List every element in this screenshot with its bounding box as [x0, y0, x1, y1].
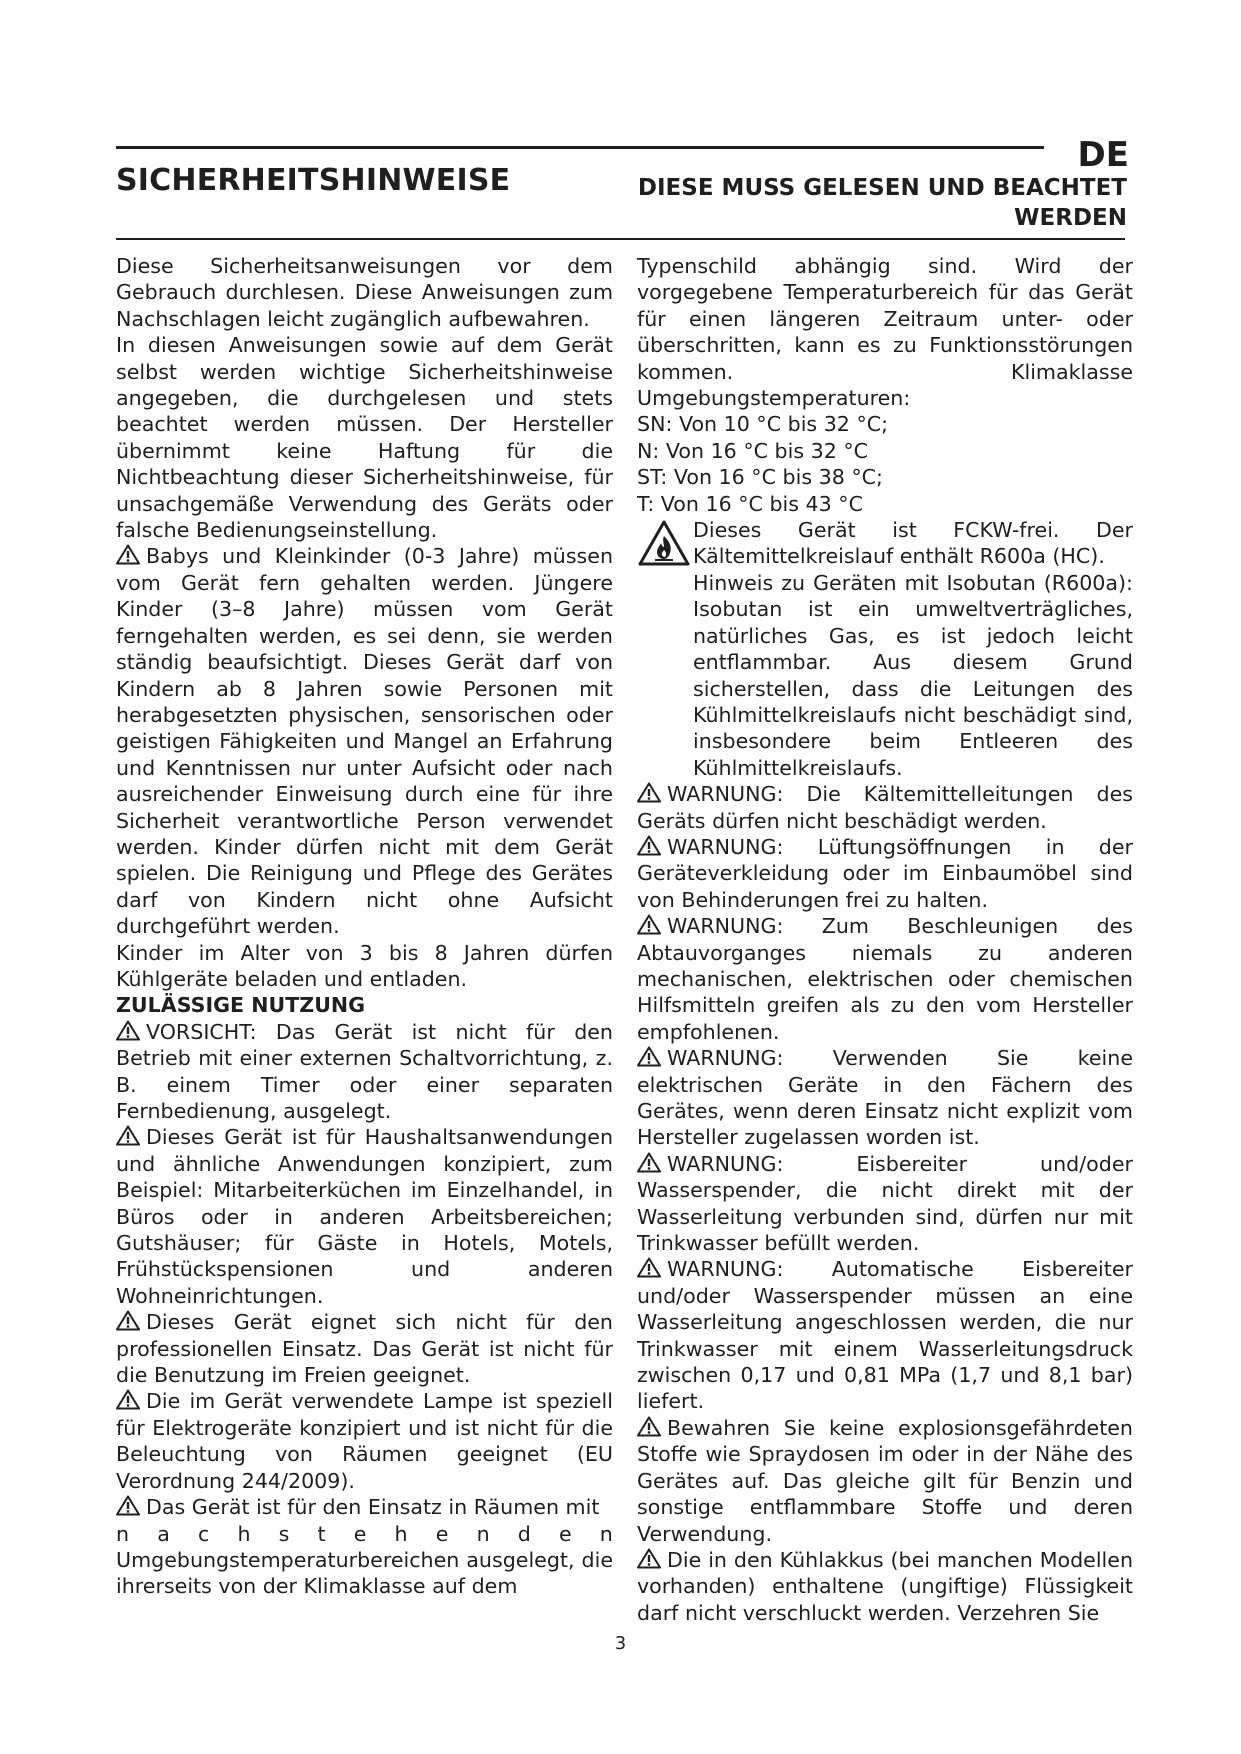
- paragraph: Diese Sicherheitsanweisungen vor dem Gebrauch durchlesen. Diese Anweisungen zum Nachschlagen leicht zugänglich aufbewahren.: [116, 254, 613, 331]
- warning-paragraph: [637, 1547, 1133, 1626]
- warning-triangle-icon: [637, 1416, 663, 1437]
- climate-class-st: ST: Von 16 °C bis 38 °C;: [637, 465, 883, 490]
- warning-text: Dieses Gerät ist für Haushaltsanwendungen und ähnliche Anwendungen konzipiert, zum Beispiel: Mitarbeiterküchen im Einzelhandel, in Büros oder in anderen Arbeitsbereichen; Gutshäuser; für Gäste in Hotels, Motels, Frühstückspensionen und anderen Wohneinrichtungen.: [116, 1125, 613, 1308]
- warning-text: WARNUNG: Zum Beschleunigen des Abtauvorganges niemals zu anderen mechanischen, elektrischen oder chemischen Hilfsmitteln greifen als zu den vom Hersteller empfohlenen.: [637, 914, 1133, 1044]
- spaced-letter: s: [278, 1521, 290, 1546]
- paragraph: In diesen Anweisungen sowie auf dem Gerät selbst werden wichtige Sicherheitshinweise angegeben, die durchgelesen und stets beachtet werden müssen. Der Hersteller übernimmt keine Haftung für die Nichtbeachtung dieser Sicherheitshinweise, für unsachgemäße Verwendung des Geräts oder falsche Bedienungseinstellung.: [116, 333, 613, 543]
- spaced-letter: t: [317, 1521, 326, 1546]
- warning-triangle-icon: [637, 1152, 663, 1173]
- warning-paragraph: [637, 781, 1133, 834]
- warning-text: WARNUNG: Automatische Eisbereiter und/oder Wasserspender müssen an eine Wasserleitung angeschlossen werden, die nur Trinkwasser mit einem Wasserleitungsdruck zwischen 0,17 und 0,81 MPa (1,7 und 8,1 bar) liefert.: [637, 1257, 1133, 1414]
- warning-text: Babys und Kleinkinder (0-3 Jahre) müssen vom Gerät fern gehalten werden. Jüngere Kinder (3–8 Jahre) müssen vom Gerät ferngehalten werden, es sei denn, sie werden ständig beaufsichtigt. Dieses Gerät darf von Kindern ab 8 Jahren sowie Personen mit herabgesetzten physischen, sensorischen oder geistigen Fähigkeiten und Mangel an Erfahrung und Kenntnissen nur unter Aufsicht oder nach ausreichender Einweisung durch eine für ihre Sicherheit verantwortliche Person verwendet werden. Kinder dürfen nicht mit dem Gerät spielen. Die Reinigung und Pflege des Gerätes darf von Kindern nicht ohne Aufsicht durchgeführt werden.: [116, 544, 613, 939]
- spaced-letter: h: [237, 1521, 251, 1546]
- spaced-letter: n: [116, 1521, 130, 1546]
- warning-paragraph: [637, 913, 1133, 1045]
- page-number: 3: [614, 1633, 627, 1654]
- spaced-letter: e: [558, 1521, 572, 1546]
- page-title: SICHERHEITSHINWEISE: [116, 163, 511, 198]
- spaced-letter: a: [157, 1521, 170, 1546]
- language-code: DE: [1077, 135, 1129, 175]
- right-column: [637, 253, 1133, 1626]
- top-rule: [116, 146, 1044, 149]
- warning-paragraph: [116, 543, 613, 939]
- paragraph: Hinweis zu Geräten mit Isobutan (R600a): Isobutan ist ein umweltverträgliches, natürliches Gas, es ist jedoch leicht entflammbar. Aus diesem Grund sicherstellen, dass die Leitungen des Kühlmittelkreislaufs nicht beschädigt sind, insbesondere beim Entleeren des Kühlmittelkreislaufs.: [693, 570, 1133, 780]
- warning-text: WARNUNG: Verwenden Sie keine elektrischen Geräte in den Fächern des Gerätes, wenn deren Einsatz nicht explizit vom Hersteller zugelassen worden ist.: [637, 1046, 1133, 1150]
- warning-paragraph: [637, 1415, 1133, 1547]
- warning-triangle-icon: [116, 544, 142, 565]
- warning-triangle-icon: [637, 1046, 663, 1067]
- warning-triangle-icon: [637, 835, 663, 856]
- subtitle-line-1: DIESE MUSS GELESEN UND BEACHTET: [637, 175, 1127, 201]
- warning-triangle-icon: [116, 1495, 142, 1516]
- header-bottom-rule: [116, 238, 1125, 240]
- warning-paragraph: [116, 1494, 613, 1520]
- warning-paragraph: [116, 1124, 613, 1309]
- section-heading: ZULÄSSIGE NUTZUNG: [116, 993, 366, 1018]
- page-subtitle: [638, 173, 1127, 233]
- paragraph: Umgebungstemperaturbereichen ausgelegt, die ihrerseits von der Klimaklasse auf dem: [116, 1547, 613, 1599]
- warning-paragraph: [116, 1309, 613, 1388]
- spaced-letter: e: [435, 1521, 449, 1546]
- subtitle-line-2: WERDEN: [1014, 205, 1127, 231]
- spaced-letter: h: [394, 1521, 408, 1546]
- warning-triangle-icon: [637, 1257, 663, 1278]
- climate-class-sn: SN: Von 10 °C bis 32 °C;: [637, 412, 889, 437]
- spaced-letter: n: [476, 1521, 490, 1546]
- warning-paragraph: [637, 1256, 1133, 1414]
- spaced-letter: c: [197, 1521, 210, 1546]
- warning-text: WARNUNG: Lüftungsöffnungen in der Geräteverkleidung oder im Einbaumöbel sind von Behinderungen frei zu halten.: [637, 834, 1133, 912]
- spaced-letter: e: [353, 1521, 367, 1546]
- warning-text: Bewahren Sie keine explosionsgefährdeten Stoffe wie Spraydosen im oder in der Nähe des Gerätes auf. Das gleiche gilt für Benzin und sonstige entflammbare Stoffe und deren Verwendung.: [637, 1415, 1133, 1546]
- warning-triangle-icon: [116, 1020, 142, 1041]
- left-column: [116, 253, 613, 1600]
- warning-paragraph: [637, 834, 1133, 913]
- paragraph: Typenschild abhängig sind. Wird der vorgegebene Temperaturbereich für das Gerät für einen längeren Zeitraum unter- oder überschritten, kann es zu Funktionsstörungen kommen. Klimaklasse Umgebungstemperaturen:: [637, 254, 1133, 411]
- climate-class-t: T: Von 16 °C bis 43 °C: [637, 491, 863, 516]
- warning-triangle-icon: [637, 914, 663, 935]
- warning-text: Das Gerät ist für den Einsatz in Räumen mit: [146, 1495, 600, 1520]
- climate-class-n: N: Von 16 °C bis 32 °C: [637, 438, 869, 463]
- warning-triangle-icon: [116, 1310, 142, 1331]
- warning-triangle-icon: [637, 1548, 663, 1569]
- warning-text: WARNUNG: Eisbereiter und/oder Wasserspender, die nicht direkt mit der Wasserleitung verbunden sind, dürfen nur mit Trinkwasser befüllt werden.: [637, 1151, 1133, 1256]
- warning-paragraph: [637, 1151, 1133, 1257]
- warning-text: VORSICHT: Das Gerät ist nicht für den Betrieb mit einer externen Schaltvorrichtung, z. B. einem Timer oder einer separaten Fernbedienung, ausgelegt.: [116, 1019, 613, 1123]
- paragraph: Kinder im Alter von 3 bis 8 Jahren dürfen Kühlgeräte beladen und entladen.: [116, 940, 613, 991]
- warning-text: WARNUNG: Die Kältemittelleitungen des Geräts dürfen nicht beschädigt werden.: [637, 782, 1133, 833]
- warning-paragraph: [637, 1045, 1133, 1151]
- spaced-letter: n: [599, 1521, 613, 1546]
- warning-text: Die im Gerät verwendete Lampe ist speziell für Elektrogeräte konzipiert und ist nicht für die Beleuchtung von Räumen geeignet (EU Verordnung 244/2009).: [116, 1389, 613, 1493]
- warning-triangle-icon: [116, 1389, 142, 1410]
- flammable-warning-icon: [637, 519, 691, 569]
- warning-text: Dieses Gerät eignet sich nicht für den professionellen Einsatz. Das Gerät ist nicht für die Benutzung im Freien geeignet.: [116, 1310, 613, 1388]
- spaced-letter: d: [517, 1521, 531, 1546]
- spaced-word: [116, 1521, 613, 1547]
- flammable-notice: [637, 517, 1133, 781]
- paragraph: Dieses Gerät ist FCKW-frei. Der Kältemittelkreislauf enthält R600a (HC).: [693, 518, 1133, 569]
- warning-paragraph: [116, 1019, 613, 1125]
- warning-paragraph: [116, 1388, 613, 1494]
- warning-triangle-icon: [637, 782, 663, 803]
- warning-text: Die in den Kühlakkus (bei manchen Modellen vorhanden) enthaltene (ungiftige) Flüssigkeit darf nicht verschluckt werden. Verzehren Sie: [637, 1547, 1133, 1625]
- warning-triangle-icon: [116, 1125, 142, 1146]
